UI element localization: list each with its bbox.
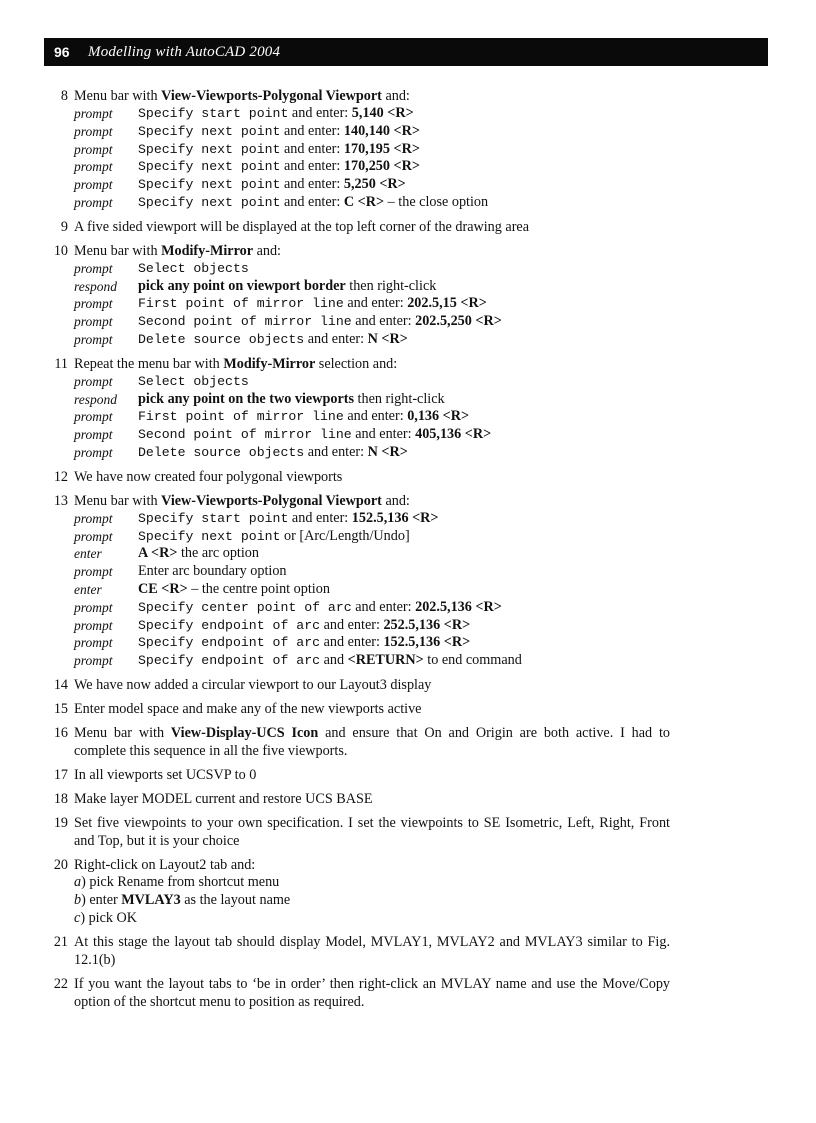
prompt-line: prompt Enter arc boundary option	[74, 563, 287, 580]
prompt-line: prompt Specify endpoint of arc and enter: 152.5,136 <R>	[74, 634, 471, 651]
step-20: 20 Right-click on Layout2 tab and: a) pick Rename from shortcut menu b) enter MVLAY3 as the layout name c) pick OK	[40, 856, 670, 927]
prompt-line: prompt Specify start point and enter: 152.5,136 <R>	[74, 509, 439, 526]
page-number: 96	[54, 44, 70, 60]
prompt-line: prompt Specify next point and enter: 170,195 <R>	[74, 140, 420, 157]
step-12: 12 We have now created four polygonal viewports	[53, 468, 343, 485]
prompt-line: prompt Specify next point and enter: 5,250 <R>	[74, 176, 406, 193]
step-11: 11 Repeat the menu bar with Modify-Mirror selection and: prompt Select objects respond pick any point on the two viewports then right-click prompt First point of mirror line and enter: 0,136 <R> prompt Second point of mirror line and enter: 405,136 <R> prompt Delete source objects and enter: N <R>	[40, 355, 670, 462]
step-9: 9 A five sided viewport will be displayed at the top left corner of the drawing area	[60, 218, 530, 235]
prompt-line: prompt Specify next point and enter: 170,250 <R>	[74, 158, 420, 175]
sub-step-a: a) pick Rename from shortcut menu	[74, 873, 280, 890]
enter-line: enter CE <R> – the centre point option	[74, 580, 330, 597]
prompt-line: prompt Specify next point and enter: 140,140 <R>	[74, 122, 420, 139]
enter-line: enter A <R> the arc option	[74, 545, 259, 562]
prompt-line: prompt Second point of mirror line and enter: 405,136 <R>	[74, 426, 492, 443]
prompt-line: prompt First point of mirror line and enter: 0,136 <R>	[74, 408, 470, 425]
prompt-line: prompt Delete source objects and enter: N <R>	[74, 443, 408, 460]
step-21: 21 At this stage the layout tab should display Model, MVLAY1, MVLAY2 and MVLAY3 similar to Fig. 12.1(b)	[53, 934, 670, 969]
step-18: 18 Make layer MODEL current and restore UCS BASE	[53, 790, 373, 807]
step-10: 10 Menu bar with Modify-Mirror and: prompt Select objects respond pick any point on viewport border then right-click prompt First point of mirror line and enter: 202.5,15 <R> prompt Second point of mirror line and enter: 202.5,250 <R> prompt Delete source objects and enter: N <R>	[40, 242, 670, 349]
running-title: Modelling with AutoCAD 2004	[88, 43, 281, 60]
prompt-line: prompt Specify endpoint of arc and enter: 252.5,136 <R>	[74, 616, 471, 633]
step-number: 8	[60, 88, 68, 104]
prompt-line: prompt Select objects	[74, 260, 249, 276]
prompt-line: prompt First point of mirror line and enter: 202.5,15 <R>	[74, 295, 487, 312]
step-13: 13 Menu bar with View-Viewports-Polygonal Viewport and: prompt Specify start point and enter: 152.5,136 <R> prompt Specify next point or [Arc/Length/Undo] enter A <R> the arc option prompt Enter arc boundary option enter CE <R> – the centre point option prompt Specify center point of arc and enter: 202.5,136 <R> prompt Specify endpoint of arc and enter: 252.5,136 <R> prompt Specify endpoint of arc and enter: 152.5,136 <R> prompt Specify endpoint of arc and <RETURN> to end command	[40, 492, 670, 670]
page-header	[44, 38, 768, 66]
respond-line: respond pick any point on viewport border then right-click	[74, 277, 437, 294]
prompt-line: prompt Select objects	[74, 373, 249, 389]
menu-command: View-Viewports-Polygonal Viewport	[161, 88, 382, 104]
step-15: 15 Enter model space and make any of the new viewports active	[53, 700, 422, 717]
sub-step-c: c) pick OK	[74, 909, 138, 926]
prompt-line: prompt Specify next point and enter: C <R> – the close option	[74, 193, 489, 210]
page-body	[40, 87, 670, 1017]
respond-line: respond pick any point on the two viewports then right-click	[74, 390, 445, 407]
step-8: 8 Menu bar with View-Viewports-Polygonal Viewport and: prompt Specify start point and enter: 5,140 <R> prompt Specify next point and enter: 140,140 <R> prompt Specify next point and enter: 170,195 <R> prompt Specify next point and enter: 170,250 <R> prompt Specify next point and enter: 5,250 <R> prompt Specify next point and enter: C <R> – the close option	[40, 87, 670, 212]
step-17: 17 In all viewports set UCSVP to 0	[53, 766, 257, 783]
prompt-line: prompt Delete source objects and enter: N <R>	[74, 330, 408, 347]
prompt-line: prompt Specify center point of arc and enter: 202.5,136 <R>	[74, 598, 502, 615]
step-22: 22 If you want the layout tabs to ‘be in order’ then right-click an MVLAY name and use the Move/Copy option of the shortcut menu to position as required.	[53, 976, 670, 1011]
step-19: 19 Set five viewpoints to your own specification. I set the viewpoints to SE Isometric, Left, Right, Front and Top, but it is your choice	[53, 814, 670, 849]
step-16: 16 Menu bar with View-Display-UCS Icon and ensure that On and Origin are both active. I had to complete this sequence in all the five viewports.	[53, 724, 670, 759]
step-14: 14 We have now added a circular viewport to our Layout3 display	[53, 676, 432, 693]
prompt-line: prompt Second point of mirror line and enter: 202.5,250 <R>	[74, 313, 502, 330]
prompt-line: prompt Specify next point or [Arc/Length/Undo]	[74, 527, 410, 544]
prompt-line: prompt Specify endpoint of arc and <RETURN> to end command	[74, 652, 522, 669]
prompt-line: prompt Specify start point and enter: 5,140 <R>	[74, 105, 414, 121]
sub-step-b: b) enter MVLAY3 as the layout name	[74, 891, 291, 908]
